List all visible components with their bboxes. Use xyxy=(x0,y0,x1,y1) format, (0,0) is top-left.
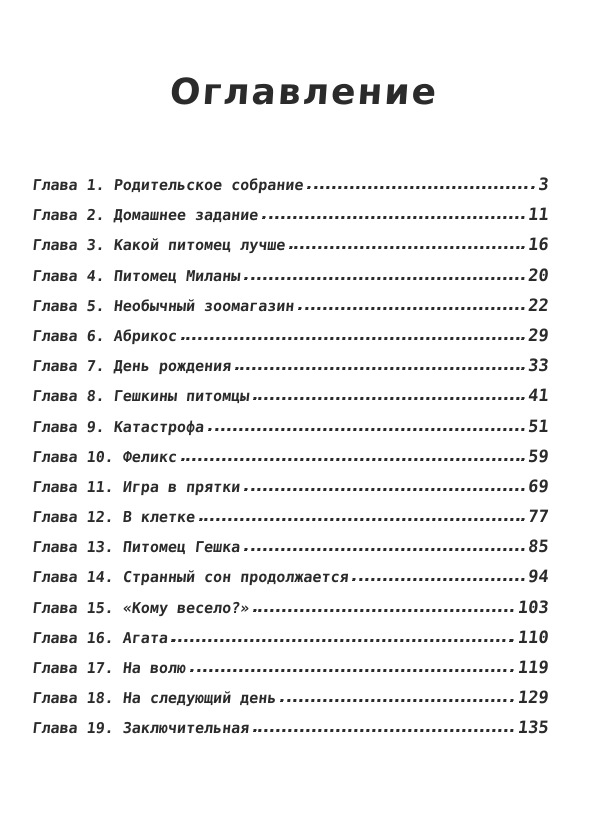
toc-entry-7 xyxy=(31,347,550,377)
toc-entry-label: Глава 14. Странный сон продолжается xyxy=(31,568,350,587)
toc-entry-page: 119 xyxy=(516,658,550,679)
toc-entry-page: 129 xyxy=(516,688,550,709)
toc-entry-label: Глава 15. «Кому весело?» xyxy=(31,598,251,617)
toc-entry-label: Глава 10. Феликс xyxy=(31,447,179,466)
toc-entry-8 xyxy=(31,377,550,407)
toc-entry-1 xyxy=(31,166,550,196)
toc-entry-9 xyxy=(31,408,550,438)
toc-entry-label: Глава 1. Родительское собрание xyxy=(31,176,305,195)
table-of-contents xyxy=(33,166,549,740)
toc-leader-dots xyxy=(208,428,524,431)
toc-entry-label: Глава 2. Домашнее задание xyxy=(31,206,260,225)
toc-entry-page: 135 xyxy=(516,718,550,739)
toc-entry-17 xyxy=(31,649,550,679)
toc-entry-label: Глава 12. В клетке xyxy=(31,508,197,527)
toc-leader-dots xyxy=(244,277,524,280)
toc-entry-page: 33 xyxy=(527,356,550,377)
toc-leader-dots xyxy=(307,186,534,189)
toc-entry-11 xyxy=(31,468,550,498)
toc-leader-dots xyxy=(181,458,524,461)
toc-entry-page: 16 xyxy=(527,235,550,256)
toc-entry-label: Глава 19. Заключительная xyxy=(31,719,251,738)
toc-entry-page: 59 xyxy=(527,446,550,467)
toc-entry-page: 11 xyxy=(527,205,550,226)
toc-entry-4 xyxy=(31,257,550,287)
toc-entry-page: 94 xyxy=(527,567,550,588)
toc-entry-page: 110 xyxy=(516,628,550,648)
toc-entry-5 xyxy=(31,287,550,317)
toc-entry-15 xyxy=(31,589,550,619)
toc-entry-page: 22 xyxy=(527,295,550,316)
toc-entry-label: Глава 4. Питомец Миланы xyxy=(31,266,242,285)
toc-entry-16 xyxy=(31,619,550,649)
toc-leader-dots xyxy=(298,307,524,310)
toc-entry-page: 77 xyxy=(527,507,550,528)
toc-entry-label: Глава 18. На следующий день xyxy=(31,689,278,708)
toc-leader-dots xyxy=(190,669,514,672)
toc-leader-dots xyxy=(289,247,524,250)
page-title: Оглавление xyxy=(168,72,440,113)
toc-leader-dots xyxy=(253,398,524,401)
toc-entry-14 xyxy=(31,558,550,588)
toc-entry-3 xyxy=(31,226,550,256)
toc-entry-label: Глава 8. Гешкины питомцы xyxy=(31,387,251,406)
toc-entry-10 xyxy=(31,438,550,468)
toc-leader-dots xyxy=(280,699,514,702)
toc-entry-12 xyxy=(31,498,550,528)
toc-entry-page: 3 xyxy=(537,175,550,196)
toc-entry-19 xyxy=(31,709,550,739)
toc-leader-dots xyxy=(199,518,524,521)
toc-entry-page: 69 xyxy=(527,477,550,498)
toc-entry-label: Глава 5. Необычный зоомагазин xyxy=(31,296,296,315)
toc-entry-page: 51 xyxy=(527,416,550,437)
toc-entry-18 xyxy=(31,679,550,709)
toc-entry-13 xyxy=(31,528,550,558)
toc-leader-dots xyxy=(172,639,514,642)
toc-entry-label: Глава 13. Питомец Гешка xyxy=(31,538,242,557)
toc-entry-label: Глава 3. Какой питомец лучше xyxy=(31,236,287,255)
toc-entry-2 xyxy=(31,196,550,226)
toc-leader-dots xyxy=(235,367,524,370)
toc-entry-label: Глава 16. Агата xyxy=(31,629,169,647)
toc-leader-dots xyxy=(244,488,524,491)
toc-entry-page: 41 xyxy=(527,386,550,407)
toc-entry-label: Глава 9. Катастрофа xyxy=(31,417,206,436)
toc-entry-label: Глава 11. Игра в прятки xyxy=(31,478,242,497)
toc-entry-6 xyxy=(31,317,550,347)
toc-leader-dots xyxy=(262,216,524,219)
toc-entry-page: 20 xyxy=(527,265,550,286)
toc-leader-dots xyxy=(253,730,514,733)
toc-entry-page: 103 xyxy=(516,597,550,618)
toc-leader-dots xyxy=(253,609,514,612)
toc-entry-label: Глава 17. На волю xyxy=(31,659,188,678)
toc-leader-dots xyxy=(181,337,524,340)
toc-entry-page: 29 xyxy=(527,326,550,347)
toc-entry-label: Глава 7. День рождения xyxy=(31,357,233,376)
toc-entry-label: Глава 6. Абрикос xyxy=(31,327,179,346)
toc-leader-dots xyxy=(352,579,524,582)
toc-entry-page: 85 xyxy=(527,537,550,558)
toc-leader-dots xyxy=(244,548,524,551)
